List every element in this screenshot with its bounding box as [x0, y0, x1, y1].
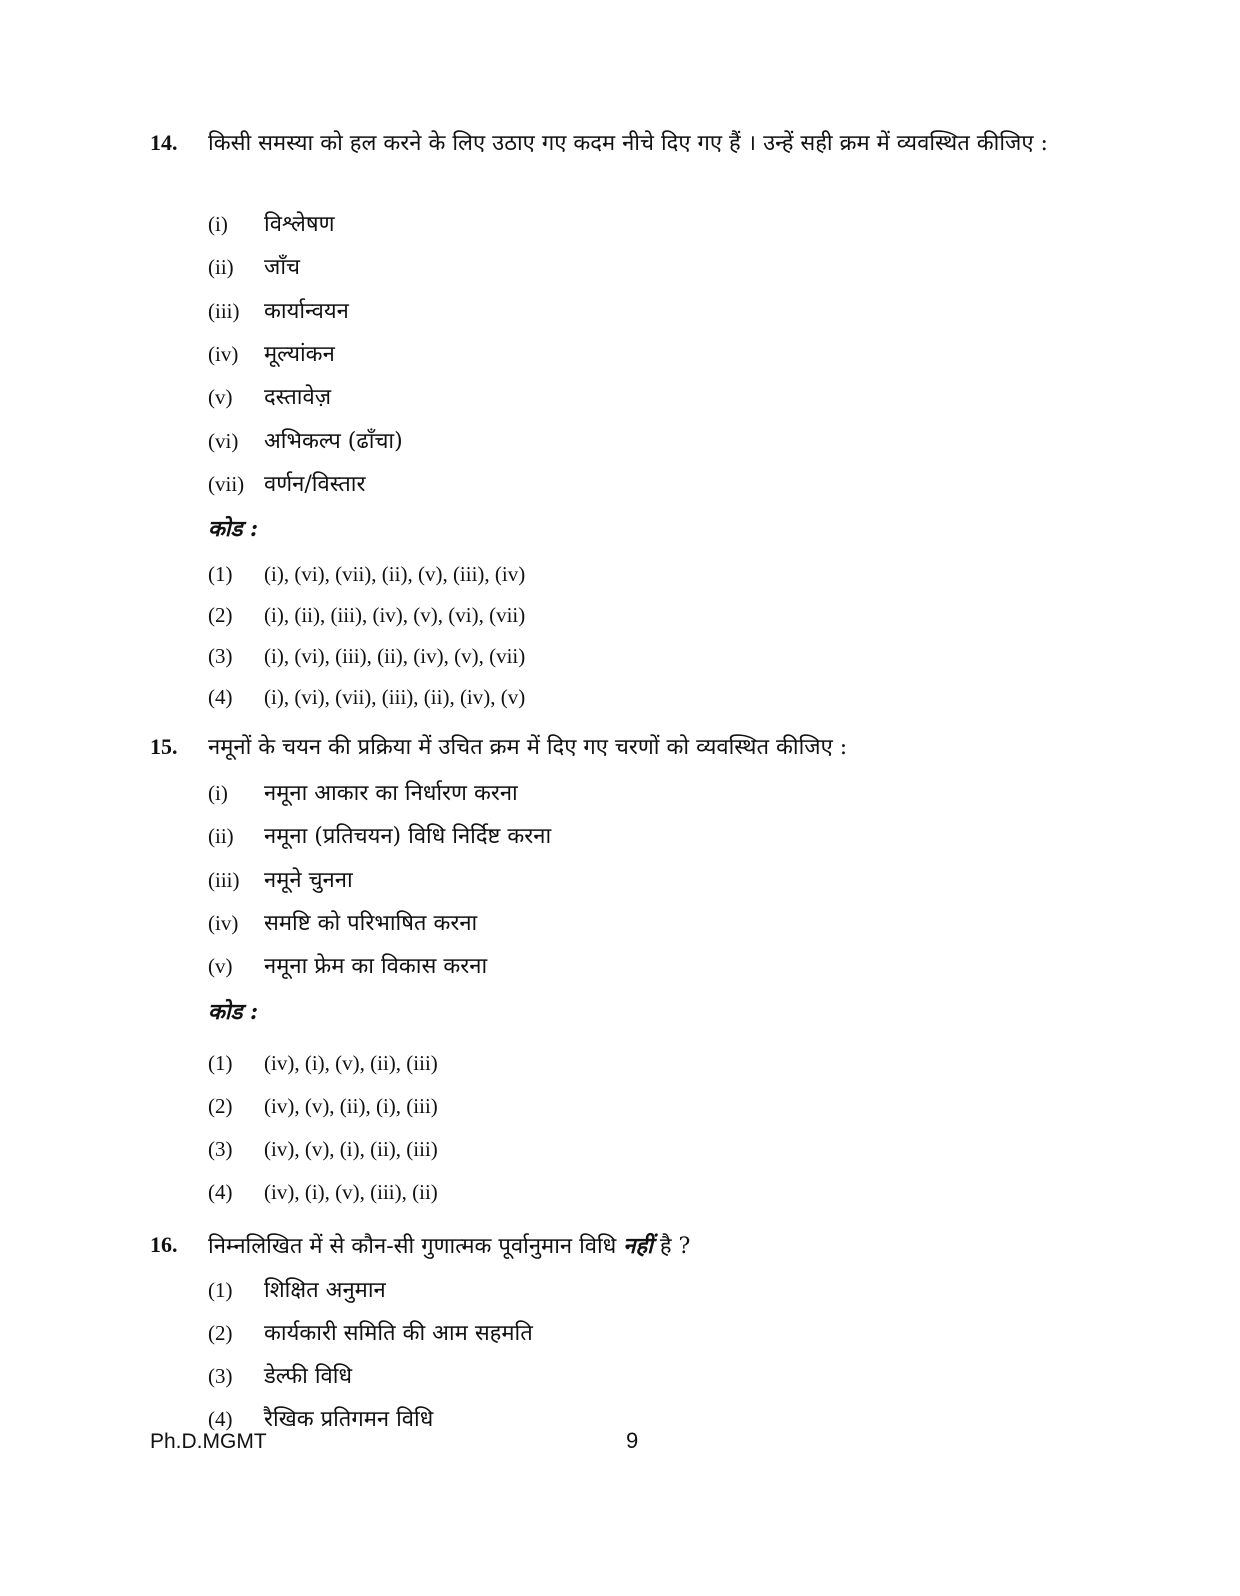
answer-option[interactable]: (3) डेल्फी विधि — [208, 1364, 353, 1389]
answer-option[interactable]: (1) (i), (vi), (vii), (ii), (v), (iii), (iv) — [208, 562, 526, 586]
question-text: किसी समस्या को हल करने के लिए उठाए गए कदम नीचे दिए गए हैं । उन्हें सही क्रम में व्यवस्थित कीजिए : — [208, 131, 1048, 156]
answer-option[interactable]: (4) रैखिक प्रतिगमन विधि — [208, 1407, 434, 1432]
list-item: (ii) जाँच — [208, 255, 300, 280]
answer-option[interactable]: (3) (i), (vi), (iii), (ii), (iv), (v), (vii) — [208, 644, 526, 668]
answer-option[interactable]: (4) (i), (vi), (vii), (iii), (ii), (iv), (v) — [208, 685, 526, 709]
emphasis-nahin: नहीं — [623, 1233, 653, 1259]
list-item: (iv) मूल्यांकन — [208, 342, 335, 367]
code-heading: कोड : — [208, 516, 259, 542]
answer-option[interactable]: (4) (iv), (i), (v), (iii), (ii) — [208, 1180, 438, 1204]
answer-option[interactable]: (3) (iv), (v), (i), (ii), (iii) — [208, 1137, 438, 1161]
question-14 — [150, 126, 1110, 709]
list-item: (i) नमूना आकार का निर्धारण करना — [208, 781, 518, 806]
question-text: निम्नलिखित में से कौन-सी गुणात्मक पूर्वानुमान विधि नहीं है ? — [208, 1233, 691, 1259]
question-16 — [150, 1228, 1110, 1432]
list-item: (ii) नमूना (प्रतिचयन) विधि निर्दिष्ट करना — [208, 824, 552, 849]
list-item: (iv) समष्टि को परिभाषित करना — [208, 911, 478, 936]
code-heading: कोड : — [208, 999, 259, 1025]
answer-option[interactable]: (1) (iv), (i), (v), (ii), (iii) — [208, 1051, 438, 1075]
list-item: (vii) वर्णन/विस्तार — [208, 472, 366, 497]
list-item: (iii) कार्यान्वयन — [208, 299, 349, 324]
list-item: (iii) नमूने चुनना — [208, 868, 353, 893]
list-item: (v) दस्तावेज़ — [208, 385, 332, 410]
paper-code: Ph.D.MGMT — [150, 1430, 267, 1453]
list-item: (v) नमूना फ्रेम का विकास करना — [208, 954, 488, 979]
answer-option[interactable]: (2) कार्यकारी समिति की आम सहमति — [208, 1321, 533, 1346]
question-text: नमूनों के चयन की प्रक्रिया में उचित क्रम में दिए गए चरणों को व्यवस्थित कीजिए : — [208, 735, 848, 760]
question-number: 16. — [150, 1232, 178, 1257]
answer-option[interactable]: (1) शिक्षित अनुमान — [208, 1278, 386, 1303]
list-item: (vi) अभिकल्प (ढाँचा) — [208, 429, 403, 454]
question-number: 15. — [150, 734, 178, 759]
answer-option[interactable]: (2) (i), (ii), (iii), (iv), (v), (vi), (vii) — [208, 603, 526, 627]
page-number: 9 — [626, 1428, 639, 1453]
question-number: 14. — [150, 130, 178, 155]
list-item: (i) विश्लेषण — [208, 212, 335, 237]
question-15 — [150, 730, 1110, 1204]
answer-option[interactable]: (2) (iv), (v), (ii), (i), (iii) — [208, 1094, 438, 1118]
